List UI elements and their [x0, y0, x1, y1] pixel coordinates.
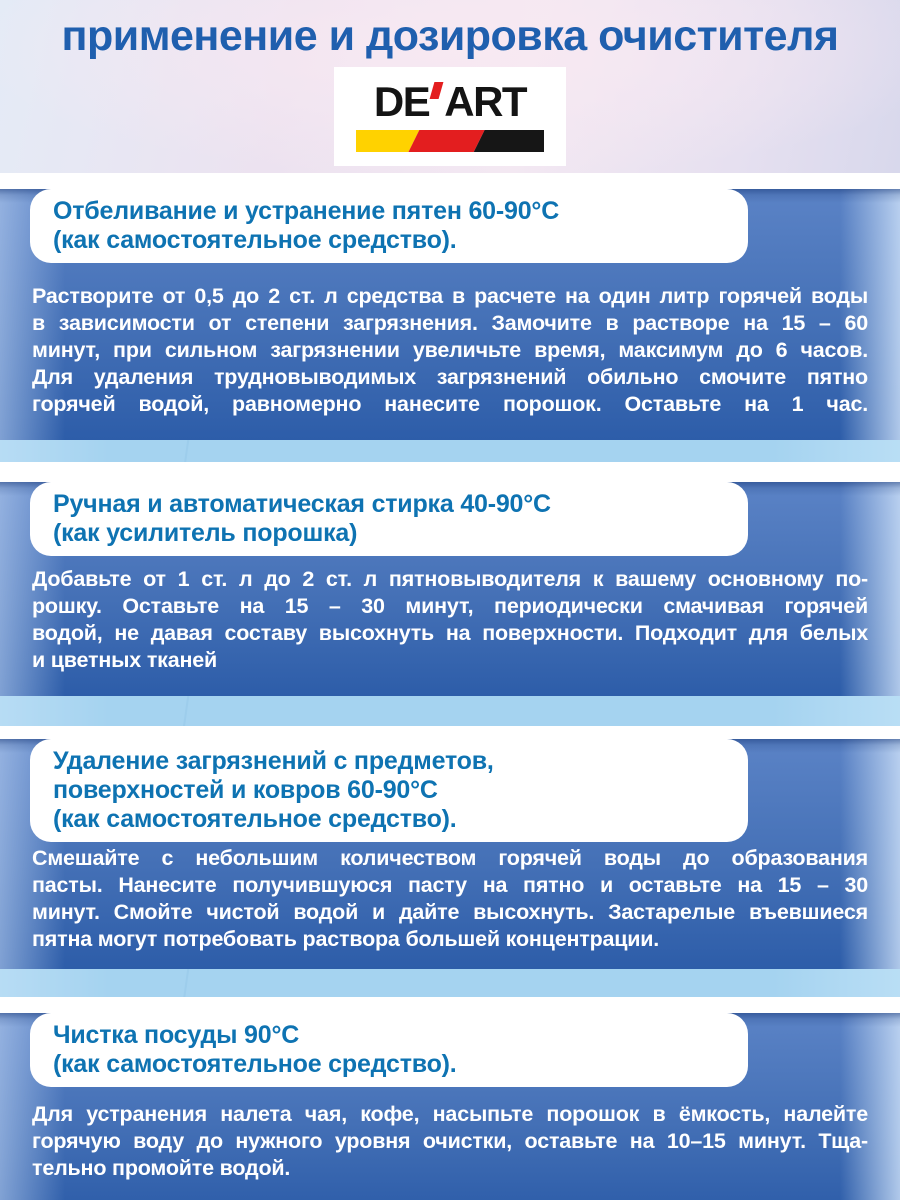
- page-title: применение и дозировка очистителя: [61, 12, 839, 60]
- section-heading-line: Удаление загрязнений с предметов,: [53, 747, 494, 775]
- body-line: горячей водой, равномерно нанесите порошок. Оставьте на 1 час.: [32, 392, 868, 416]
- brand-logo-card: [334, 67, 566, 166]
- body-line: минут. Смойте чистой водой и дайте высохнуть. Застарелые въевшиеся: [32, 900, 868, 924]
- body-line: Смешайте с небольшим количеством горячей воды до образования: [32, 846, 868, 870]
- body-line: пятна могут потребовать раствора большей концентрации.: [32, 927, 660, 951]
- section-surfaces: [0, 739, 900, 969]
- section-body: [32, 283, 868, 418]
- section-dishes: [0, 1013, 900, 1200]
- section-heading-line: Отбеливание и устранение пятен 60-90°С: [53, 197, 560, 225]
- section-heading-line: Чистка посуды 90°С: [53, 1021, 300, 1049]
- logo-apostrophe-icon: [430, 82, 444, 99]
- body-line: тельно промойте водой.: [32, 1156, 291, 1180]
- brand-flag-bar-icon: [356, 130, 544, 152]
- section-heading-line: (как самостоятельное средство).: [53, 1050, 457, 1078]
- section-body: [32, 845, 868, 953]
- section-body: [32, 566, 868, 674]
- body-line: Для удаления трудновыводимых загрязнений обильно смочите пятно: [32, 365, 868, 389]
- section-heading-line: (как самостоятельное средство).: [53, 805, 457, 833]
- section-divider: [0, 440, 900, 462]
- body-line: Добавьте от 1 ст. л до 2 ст. л пятновыводителя к вашему основному по-: [32, 567, 868, 591]
- body-line: минут, при сильном загрязнении увеличьте время, максимум до 6 часов.: [32, 338, 868, 362]
- section-washing: [0, 482, 900, 696]
- section-divider: [0, 696, 900, 726]
- section-heading-card: [30, 189, 748, 263]
- brand-wordmark: [373, 78, 527, 125]
- header-area: [0, 0, 900, 173]
- section-heading-line: (как самостоятельное средство).: [53, 226, 457, 254]
- section-heading-card: [30, 1013, 748, 1087]
- section-bleaching: [0, 189, 900, 440]
- body-line: горячую воду до нужного уровня очистки, оставьте на 10–15 минут. Тща-: [32, 1129, 868, 1153]
- section-heading-line: (как усилитель порошка): [53, 519, 358, 547]
- brand-text-left: DE: [373, 78, 430, 125]
- body-line: и цветных тканей: [32, 648, 218, 672]
- section-body: [32, 1101, 868, 1182]
- flag-red-segment: [408, 130, 484, 152]
- body-line: Для устранения налета чая, кофе, насыпьте порошок в ёмкость, налейте: [32, 1102, 868, 1126]
- section-divider: [0, 969, 900, 997]
- brand-text-right: ART: [444, 78, 527, 125]
- body-line: пасты. Нанесите получившуюся пасту на пятно и оставьте на 15 – 30: [32, 873, 868, 897]
- section-heading-line: Ручная и автоматическая стирка 40-90°С: [53, 490, 551, 518]
- section-heading-card: [30, 482, 748, 556]
- flag-yellow-segment: [356, 130, 419, 152]
- flag-black-segment: [474, 130, 544, 152]
- body-line: водой, не давая составу высохнуть на поверхности. Подходит для белых: [32, 621, 868, 645]
- body-line: Растворите от 0,5 до 2 ст. л средства в расчете на один литр горячей воды: [32, 284, 868, 308]
- section-heading-line: поверхностей и ковров 60-90°С: [53, 776, 438, 804]
- body-line: в зависимости от степени загрязнения. Замочите в растворе на 15 – 60: [32, 311, 868, 335]
- section-heading-card: [30, 739, 748, 842]
- body-line: рошку. Оставьте на 15 – 30 минут, периодически смачивая горячей: [32, 594, 868, 618]
